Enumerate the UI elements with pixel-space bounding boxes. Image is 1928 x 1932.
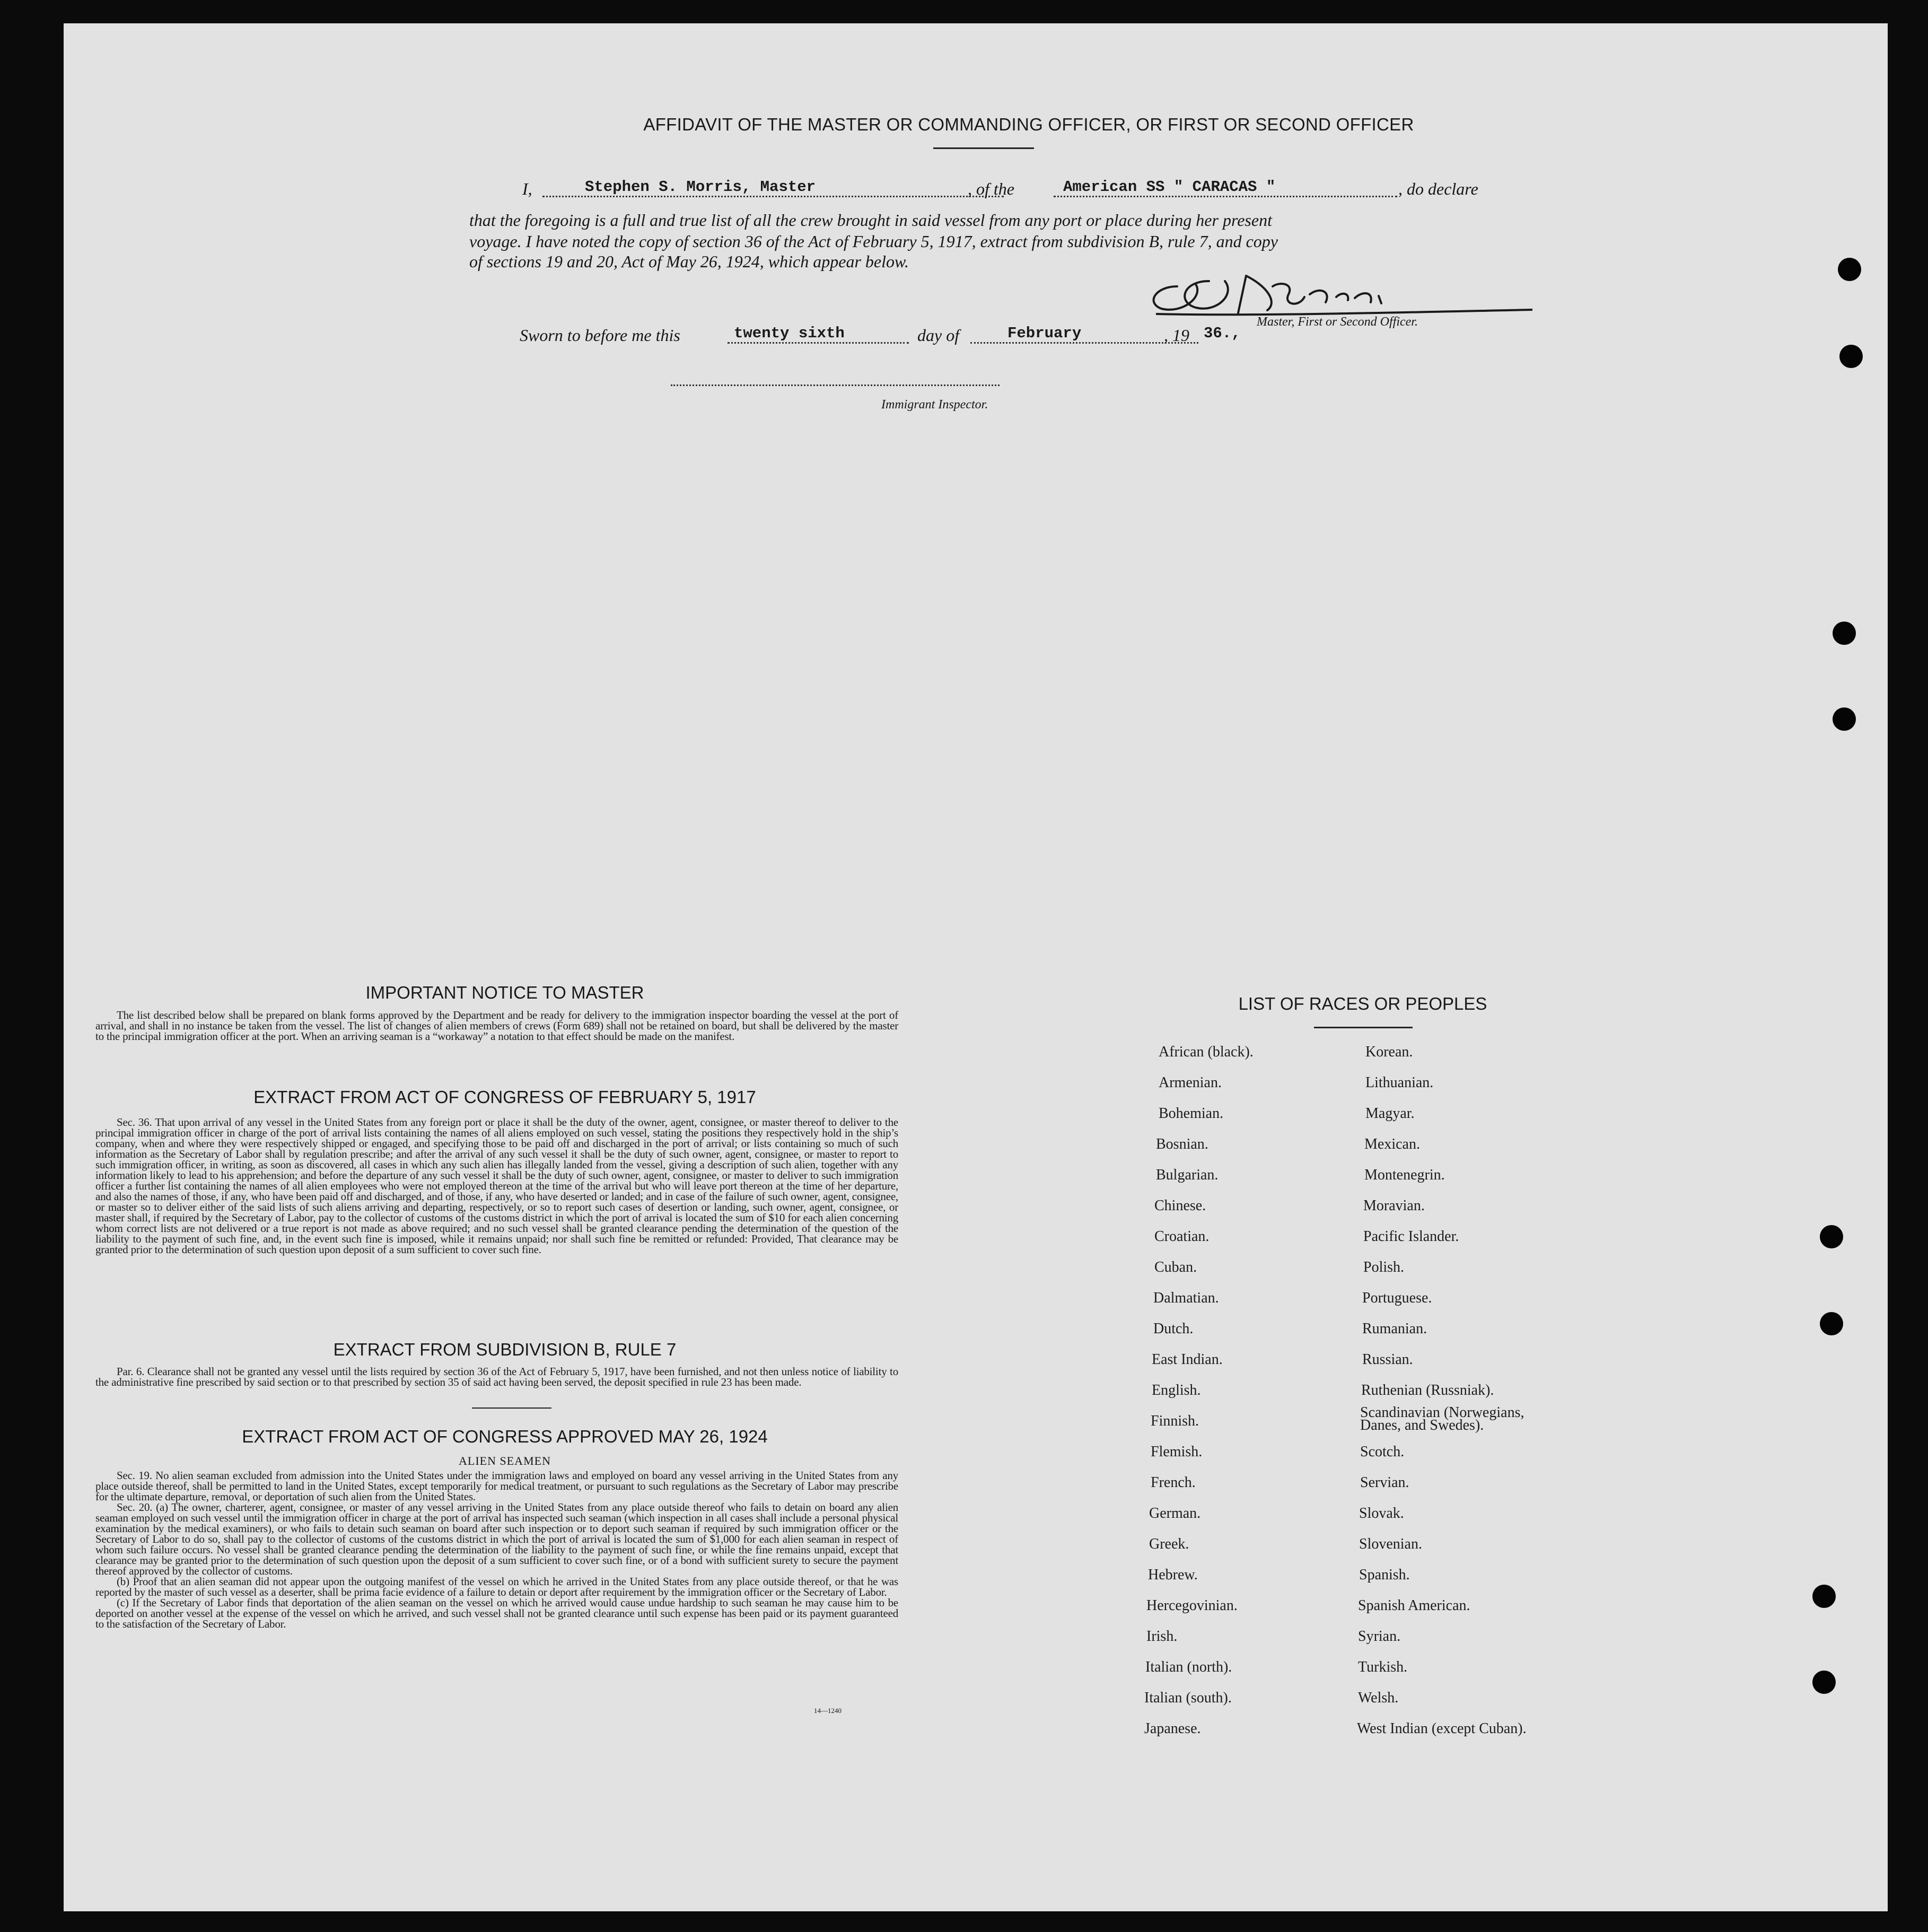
sworn-day-field: twenty sixth bbox=[728, 325, 909, 344]
inspector-signature-line bbox=[671, 384, 1000, 386]
extract-1924-title: EXTRACT FROM ACT OF CONGRESS APPROVED MAY 26, 1924 bbox=[242, 1427, 768, 1446]
sworn-label: Sworn to before me this bbox=[520, 326, 680, 345]
race-item: Finnish. bbox=[1151, 1413, 1199, 1429]
section-20a-paragraph: Sec. 20. (a) The owner, charterer, agent, consignee, or master of any vessel arriving in the United States from any place outside thereof who fails to detain on board any alien seaman employed on such vessel until the immigration officer in charge at the port of arrival has inspected such seaman (which inspection in all cases shall include a personal physical examination by the medical examiners), or who fails to detain such seaman on board after such inspection or to deport such seaman if required by such immigration officer or the Secretary of Labor to do so, shall pay to the collector of customs of the customs district in which the port of arrival is located the sum of $1,000 for each alien seaman in respect of whom such failure occurs. No vessel shall be granted clearance pending the determination of the liability to the payment of such fine, or while the fine remains unpaid, except that clearance may be granted prior to the determination of such question upon the deposit of a sum sufficient to cover such fine, or of a bond with sufficient surety to secure the payment thereof approved by the collector of customs. bbox=[95, 1501, 898, 1577]
affidavit-title-rule bbox=[933, 147, 1034, 149]
hole-punch-7 bbox=[1812, 1585, 1836, 1608]
race-item: Scotch. bbox=[1360, 1444, 1405, 1460]
master-name-field: Stephen S. Morris, Master bbox=[542, 178, 1004, 197]
do-declare-label: , do declare bbox=[1398, 179, 1478, 198]
race-item: Ruthenian (Russniak). bbox=[1361, 1382, 1494, 1398]
hole-punch-3 bbox=[1833, 622, 1856, 645]
race-item: Bosnian. bbox=[1156, 1136, 1208, 1152]
race-item: German. bbox=[1149, 1505, 1201, 1522]
race-item: Italian (north). bbox=[1145, 1659, 1232, 1675]
sworn-line bbox=[520, 326, 1251, 345]
race-item: Japanese. bbox=[1144, 1720, 1201, 1737]
of-the-label: , of the bbox=[968, 179, 1014, 198]
extract-1917-text bbox=[95, 1117, 898, 1255]
paragraph-6: Par. 6. Clearance shall not be granted any vessel until the lists required by section 36 of the Act of February 5, 1917, have been furnished, and not then unless notice of liability to the administrative fine prescribed by said section or to that prescribed by section 35 of said act having been served, the deposit specified in rule 23 has been made. bbox=[95, 1365, 898, 1388]
affidavit-i-label: I, bbox=[522, 179, 532, 198]
races-title: LIST OF RACES OR PEOPLES bbox=[1238, 994, 1487, 1013]
extract-rule7-text bbox=[95, 1366, 898, 1387]
race-item: Italian (south). bbox=[1144, 1690, 1232, 1706]
race-item: Flemish. bbox=[1151, 1444, 1203, 1460]
race-item: Portuguese. bbox=[1362, 1290, 1432, 1306]
section-19-paragraph: Sec. 19. No alien seaman excluded from admission into the United States under the immigration laws and employed on board any vessel arriving in the United States from any place outside thereof, shall be permitted to land in the United States, except temporarily for medical treatment, or pursuant to such regulations as the Secretary of Labor may prescribe for the ultimate departure, removal, or deportation of such alien from the United States. bbox=[95, 1469, 898, 1503]
race-item: Korean. bbox=[1365, 1044, 1413, 1060]
race-item: Syrian. bbox=[1358, 1628, 1401, 1645]
hole-punch-1 bbox=[1838, 258, 1861, 281]
race-item: Slovenian. bbox=[1359, 1536, 1422, 1552]
race-item: Irish. bbox=[1146, 1628, 1178, 1645]
race-item: Turkish. bbox=[1358, 1659, 1408, 1675]
race-item: Scandinavian (Norwegians, Danes, and Swedes). bbox=[1360, 1404, 1524, 1433]
extract-1917-title: EXTRACT FROM ACT OF CONGRESS OF FEBRUARY 5, 1917 bbox=[253, 1087, 756, 1107]
notice-text bbox=[95, 1010, 898, 1042]
section-36-paragraph: Sec. 36. That upon arrival of any vessel in the United States from any foreign port or place it shall be the duty of the owner, agent, consignee, or master thereof to deliver to the principal immigration officer in charge of the port of arrival lists containing the names of all aliens employed on such vessel, stating the positions they respectively hold in the ship’s company, when and where they were respectively shipped or engaged, and specifying those to be paid off and discharged in the port of arrival; or lists containing so much of such information as the Secretary of Labor shall by regulation prescribe; and after the arrival of any such vessel it shall be the duty of such owner, agent, consignee, or master to report to such immigration officer, in writing, as soon as discovered, all cases in which any such alien has illegally landed from the vessel, giving a description of such alien, together with any information likely to lead to his apprehension; and before the departure of any such vessel it shall be the duty of such owner, agent, consignee, or master to deliver to such immigration officer a further list containing the names of all alien employees who were not employed thereon at the time of the arrival but who will leave port thereon at the time of her departure, and also the names of those, if any, who have been paid off and discharged, and of those, if any, who have deserted or landed; and in case of the failure of such owner, agent, consignee, or master so to deliver either of the said lists of such aliens arriving and departing, respectively, or so to report such cases of desertion or landing, such owner, agent, consignee, or master shall, if required by the Secretary of Labor, pay to the collector of customs of the customs district in which the port of arrival is located the sum of $10 for each alien concerning whom correct lists are not delivered or a true report is not made as above required; and no such vessel shall be granted clearance pending the determination of the question of the liability to the payment of such fine, and, in the event such fine is imposed, while it remains unpaid; nor shall such fine be remitted or refunded: Provided, That clearance may be granted prior to the determination of such question upon deposit of a sum sufficient to cover such fine. bbox=[95, 1116, 898, 1256]
race-item: Dalmatian. bbox=[1153, 1290, 1219, 1306]
race-item: Bohemian. bbox=[1159, 1105, 1224, 1122]
race-item: Dutch. bbox=[1153, 1321, 1194, 1337]
affidavit-line-4: of sections 19 and 20, Act of May 26, 1924, which appear below. bbox=[469, 252, 909, 271]
rule7-divider bbox=[472, 1408, 551, 1409]
signature-caption: Master, First or Second Officer. bbox=[1257, 315, 1418, 329]
race-item: Greek. bbox=[1149, 1536, 1189, 1552]
affidavit-line-1 bbox=[522, 179, 1498, 199]
race-item: Hercegovinian. bbox=[1146, 1597, 1238, 1614]
race-item: African (black). bbox=[1159, 1044, 1254, 1060]
race-item: Hebrew. bbox=[1148, 1567, 1198, 1583]
race-item: Polish. bbox=[1363, 1259, 1405, 1275]
race-item: Spanish American. bbox=[1358, 1597, 1470, 1614]
race-item: French. bbox=[1151, 1474, 1196, 1491]
hole-punch-5 bbox=[1820, 1225, 1843, 1248]
race-item: Montenegrin. bbox=[1364, 1167, 1445, 1183]
vessel-name-field: American SS " CARACAS " bbox=[1054, 178, 1397, 197]
hole-punch-4 bbox=[1833, 707, 1856, 731]
hole-punch-2 bbox=[1839, 345, 1863, 368]
extract-1924-text bbox=[95, 1470, 898, 1629]
signature-text: S S Morris bbox=[1479, 270, 1503, 276]
race-item: Armenian. bbox=[1159, 1074, 1222, 1091]
sworn-month-field: February bbox=[970, 325, 1198, 344]
race-item: Slovak. bbox=[1359, 1505, 1404, 1522]
race-item: Mexican. bbox=[1364, 1136, 1420, 1152]
races-title-rule bbox=[1314, 1027, 1413, 1028]
form-number: 14—1240 bbox=[814, 1707, 842, 1715]
extract-1924-subtitle: ALIEN SEAMEN bbox=[459, 1454, 551, 1467]
affidavit-line-3: voyage. I have noted the copy of section 36 of the Act of February 5, 1917, extract from subdivision B, rule 7, and copy bbox=[469, 232, 1278, 251]
race-item: Russian. bbox=[1362, 1351, 1413, 1368]
year-prefix: , 19 bbox=[1164, 326, 1189, 345]
race-item: Moravian. bbox=[1363, 1197, 1425, 1214]
hole-punch-8 bbox=[1812, 1671, 1836, 1694]
race-item: Cuban. bbox=[1154, 1259, 1197, 1275]
race-item: West Indian (except Cuban). bbox=[1357, 1720, 1527, 1737]
affidavit-line-2: that the foregoing is a full and true list of all the crew brought in said vessel from any port or place during her present bbox=[469, 211, 1272, 230]
sworn-year-field: 36., bbox=[1204, 325, 1241, 342]
race-item: English. bbox=[1152, 1382, 1201, 1398]
extract-rule7-title: EXTRACT FROM SUBDIVISION B, RULE 7 bbox=[333, 1340, 677, 1359]
race-item: Bulgarian. bbox=[1156, 1167, 1219, 1183]
section-20c-paragraph: (c) If the Secretary of Labor finds that deportation of the alien seaman on the vessel on which he arrived would cause undue hardship to such seaman he may cause him to be deported on another vessel at the expense of the vessel on which he arrived, and such vessel shall not be granted clearance until such expense has been paid or its payment guaranteed to the satisfaction of the Secretary of Labor. bbox=[95, 1596, 898, 1630]
notice-paragraph: The list described below shall be prepared on blank forms approved by the Department and be ready for delivery to the immigration inspector boarding the vessel at the port of arrival, and shall in no instance be taken from the vessel. The list of changes of alien members of crews (Form 689) shall not be retained on board, but shall be delivered by the master to the principal immigration officer at the port. When an arriving seaman is a “workaway” a notation to that effect should be made on the manifest. bbox=[95, 1009, 898, 1043]
race-item: Chinese. bbox=[1154, 1197, 1206, 1214]
race-item: Spanish. bbox=[1359, 1567, 1410, 1583]
race-item: Magyar. bbox=[1365, 1105, 1415, 1122]
inspector-caption: Immigrant Inspector. bbox=[881, 398, 988, 412]
race-item: Welsh. bbox=[1358, 1690, 1399, 1706]
race-item: Lithuanian. bbox=[1365, 1074, 1434, 1091]
notice-title: IMPORTANT NOTICE TO MASTER bbox=[365, 983, 644, 1002]
race-item: Rumanian. bbox=[1362, 1321, 1427, 1337]
race-item: Pacific Islander. bbox=[1363, 1228, 1459, 1245]
hole-punch-6 bbox=[1820, 1312, 1843, 1335]
race-item: Croatian. bbox=[1154, 1228, 1210, 1245]
race-item: Servian. bbox=[1360, 1474, 1409, 1491]
day-of-label: day of bbox=[917, 326, 960, 345]
section-20b-paragraph: (b) Proof that an alien seaman did not appear upon the outgoing manifest of the vessel on which he arrived in the United States from any place outside thereof, or that he was reported by the master of such vessel as a deserter, shall be prima facie evidence of a failure to detain or deport after requirement by the immigration officer or the Secretary of Labor. bbox=[95, 1575, 898, 1598]
race-item: East Indian. bbox=[1152, 1351, 1223, 1368]
affidavit-title: AFFIDAVIT OF THE MASTER OR COMMANDING OFFICER, OR FIRST OR SECOND OFFICER bbox=[643, 115, 1414, 134]
